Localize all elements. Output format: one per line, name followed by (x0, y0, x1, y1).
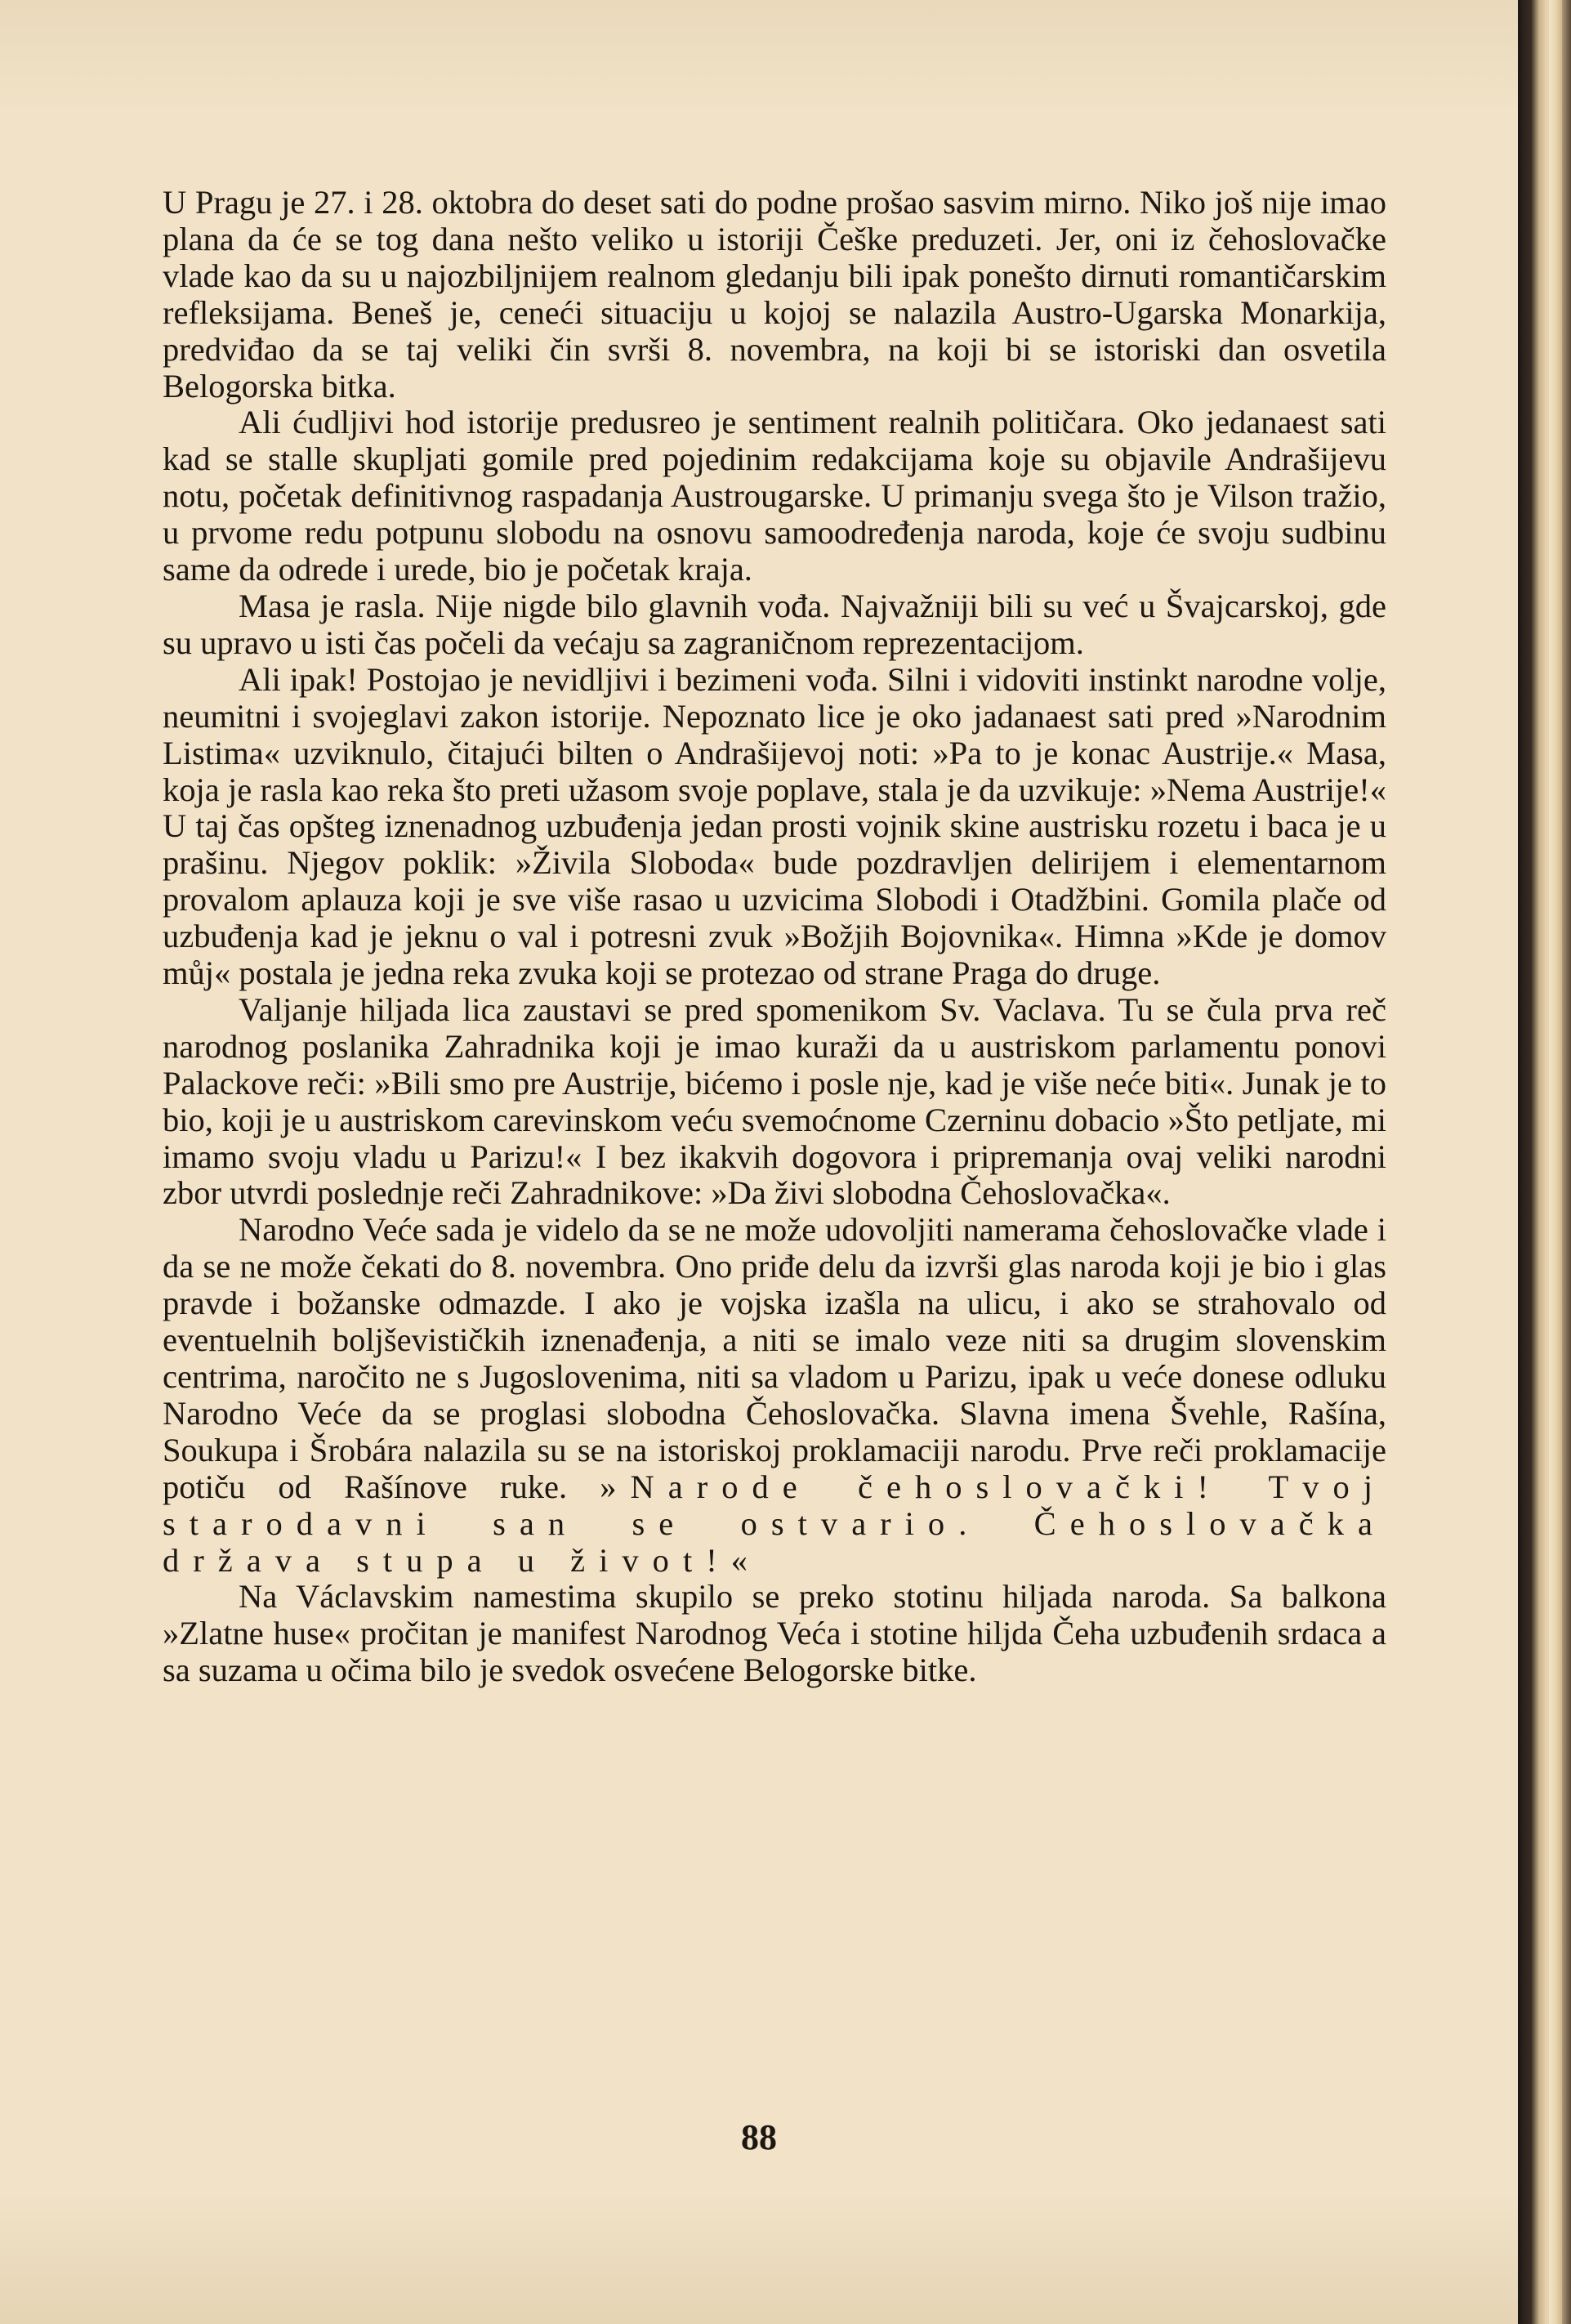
next-page-edge (1549, 0, 1562, 2324)
paragraph-7: Na Václavskim namestima skupilo se preko stotinu hiljada naroda. Sa balkona »Zlatne huse« pročitan je manifest Narodnog Veća i stotine hiljda Čeha uzbuđenih srdaca a sa suzama u očima bilo je svedok osvećene Belogorske bitke. (163, 1578, 1386, 1689)
paragraph-6 (163, 1212, 1386, 1579)
book-spine-edge (1518, 0, 1571, 2324)
proclamation-quote: »Narode čehoslovački! Tvoj starodavni san se ostvario. Čehoslovačka država stupa u život!« (163, 1468, 1387, 1579)
paragraph-4: Ali ipak! Postojao je nevidljivi i bezimeni vođa. Silni i vidoviti instinkt narodne volje, neumitni i svojeglavi zakon istorije. Nepoznato lice je oko jadanaest sati pred »Narodnim Listima« uzviknulo, čitajući bilten o Andrašijevoj noti: »Pa to je konac Austrije.« Masa, koja je rasla kao reka što preti užasom svoje poplave, stala je da uzvikuje: »Nema Austrije!« U taj čas opšteg iznenadnog uzbuđenja jedan prosti vojnik skine austrisku rozetu i baca je u prašinu. Njegov poklik: »Živila Sloboda« bude pozdravljen delirijem i elementarnom provalom aplauza koji je sve više rasao u uzvicima Slobodi i Otadžbini. Gomila plače od uzbuđenja kad je jeknu o val i potresni zvuk »Božjih Bojovnika«. Himna »Kde je domov můj« postala je jedna reka zvuka koji se protezao od strane Praga do druge. (163, 660, 1386, 992)
page-top-shading (0, 0, 1518, 114)
page-bottom-shading (0, 2193, 1518, 2324)
paragraph-6-text: Narodno Veće sada je videlo da se ne može udovoljiti namerama čehoslovačke vlade i da se ne može čekati do 8. novembra. Ono priđe delu da izvrši glas naroda koji je bio i glas pravde i božanske odmazde. I ako je vojska izašla na ulicu, i ako se strahovalo od eventuelnih boljševističkih iznenađenja, a niti se imalo veze niti sa drugim slovenskim centrima, naročito ne s Jugoslovenima, niti sa vladom u Parizu, ipak u veće donese odluku Narodno Veće da se proglasi slobodna Čehoslovačka. Slavna imena Švehle, Rašína, Soukupa i Šrobára nalazila su se na istoriskoj proklamaciji narodu. Prve reči proklamacije potiču od Rašínove ruke. (163, 1211, 1386, 1505)
paragraph-2: Ali ćudljivi hod istorije predusreo je sentiment realnih političara. Oko jedanaest sati kad se stalle skupljati gomile pred pojedinim redakcijama koje su objavile Andrašijevu notu, početak definitivnog raspadanja Austrougarske. U primanju svega što je Vilson tražio, u prvome redu potpunu slobodu na osnovu samoodređenja naroda, koje će svoju sudbinu same da odrede i urede, bio je početak kraja. (163, 404, 1386, 588)
paragraph-5: Valjanje hiljada lica zaustavi se pred spomenikom Sv. Vaclava. Tu se čula prva reč narodnog poslanika Zahradnika koji je imao kuraži da u austriskom parlamentu ponovi Palackove reči: »Bili smo pre Austrije, bićemo i posle nje, kad je više neće biti«. Junak je to bio, koji je u austriskom carevinskom veću svemoćnome Czerninu dobacio »Što petljate, mi imamo svoju vladu u Parizu!« I bez ikakvih dogovora i pripremanja ovaj veliki narodni zbor utvrdi poslednje reči Zahradnikove: »Da živi slobodna Čehoslovačka«. (163, 990, 1386, 1212)
paragraph-1: U Pragu je 27. i 28. oktobra do deset sati do podne prošao sasvim mirno. Niko još nije imao plana da će se tog dana nešto veliko u istoriji Češke preduzeti. Jer, oni iz čehoslovačke vlade kao da su u najozbiljnijem realnom gledanju bili ipak ponešto dirnuti romantičarskim refleksijama. Beneš je, ceneći situaciju u kojoj se nalazila Austro-Ugarska Monarkija, predviđao da se taj veliki čin svrši 8. novembra, na koji bi se istoriski dan osvetila Belogorska bitka. (163, 184, 1386, 404)
page-number: 88 (741, 2117, 777, 2157)
body-text (163, 185, 1386, 1689)
paragraph-3: Masa je rasla. Nije nigde bilo glavnih vođa. Najvažniji bili su već u Švajcarskoj, gde su upravo u isti čas počeli da većaju sa zagraničnom reprezentacijom. (163, 587, 1386, 661)
